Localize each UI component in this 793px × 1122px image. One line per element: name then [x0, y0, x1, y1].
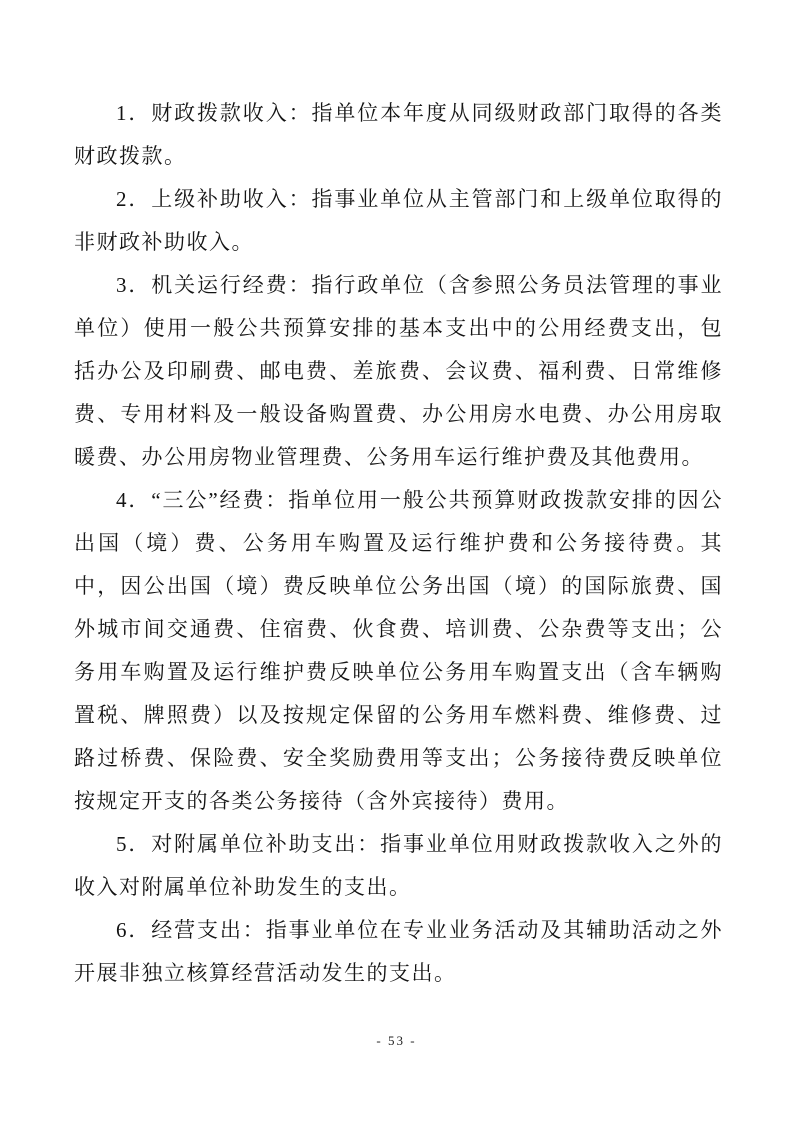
page-footer: [0, 1033, 793, 1049]
paragraph-superior-subsidy-income: 2．上级补助收入：指事业单位从主管部门和上级单位取得的非财政补助收入。: [74, 187, 723, 254]
paragraph-operating-expenditure: 6．经营支出：指事业单位在专业业务活动及其辅助活动之外开展非独立核算经营活动发生的支出。: [74, 918, 723, 985]
paragraph-subsidy-to-affiliated-units: 5．对附属单位补助支出：指事业单位用财政拨款收入之外的收入对附属单位补助发生的支出。: [74, 832, 723, 899]
paragraph-agency-operating-expense: 3．机关运行经费：指行政单位（含参照公务员法管理的事业单位）使用一般公共预算安排的基本支出中的公用经费支出，包括办公及印刷费、邮电费、差旅费、会议费、福利费、日常维修费、专用材料及一般设备购置费、办公用房水电费、办公用房取暖费、办公用房物业管理费、公务用车运行维护费及其他费用。: [74, 273, 723, 469]
paragraph-three-public-expense: 4．“三公”经费：指单位用一般公共预算财政拨款安排的因公出国（境）费、公务用车购置及运行维护费和公务接待费。其中，因公出国（境）费反映单位公务出国（境）的国际旅费、国外城市间交通费、住宿费、伙食费、培训费、公杂费等支出；公务用车购置及运行维护费反映单位公务用车购置支出（含车辆购置税、牌照费）以及按规定保留的公务用车燃料费、维修费、过路过桥费、保险费、安全奖励费用等支出；公务接待费反映单位按规定开支的各类公务接待（含外宾接待）费用。: [74, 488, 723, 813]
document-body: [74, 92, 723, 995]
page-number: - 53 -: [376, 1033, 417, 1048]
paragraph-fiscal-appropriation-income: 1．财政拨款收入：指单位本年度从同级财政部门取得的各类财政拨款。: [74, 101, 723, 168]
